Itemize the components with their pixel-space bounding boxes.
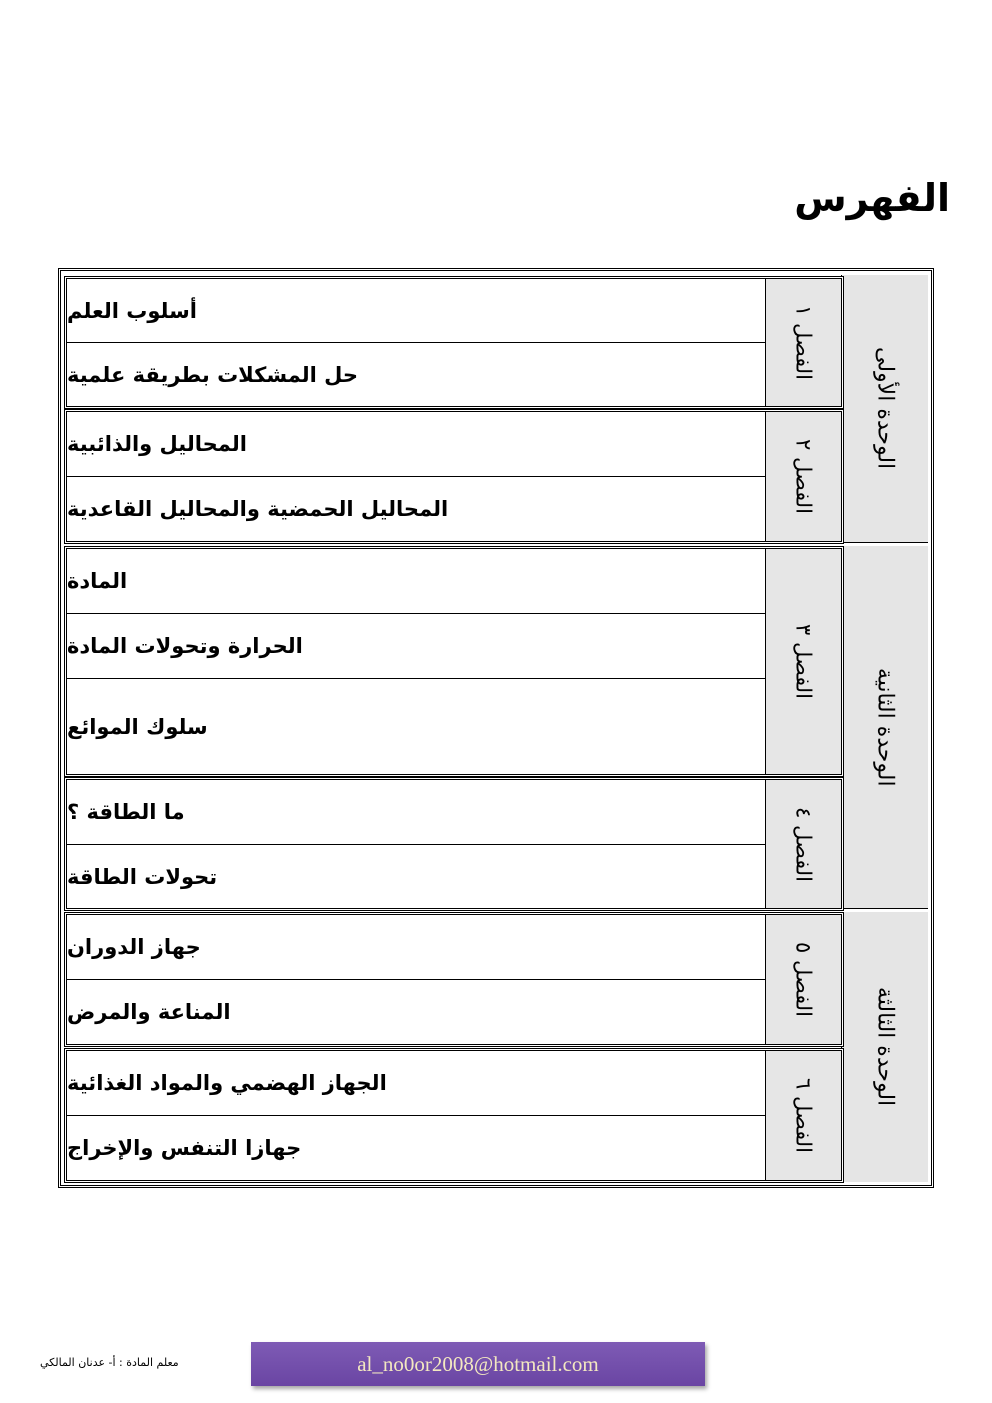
table-of-contents	[58, 268, 934, 1188]
lesson-row: المحاليل الحمضية والمحاليل القاعدية	[67, 497, 449, 521]
chapter-4	[64, 777, 844, 911]
chapter-6-label: الفصل ٦	[765, 1051, 841, 1180]
lesson-row: الجهاز الهضمي والمواد الغذائية	[67, 1051, 765, 1116]
chapter-6	[64, 1048, 844, 1183]
unit-2-label: الوحدة الثانية	[872, 667, 898, 787]
chapter-5-label: الفصل ٥	[765, 915, 841, 1044]
chapter-2-label: الفصل ٢	[765, 412, 841, 541]
lesson-row: أسلوب العلم	[67, 279, 765, 343]
lesson-row: جهاز الدوران	[67, 915, 765, 980]
lesson-row: المادة	[67, 549, 765, 614]
unit-3-label: الوحدة الثالثة	[872, 987, 898, 1107]
footer-email: al_no0or2008@hotmail.com	[251, 1342, 705, 1386]
chapter-1-label: الفصل ١	[765, 279, 841, 406]
chapter-1	[64, 276, 844, 409]
lesson-row: ما الطاقة ؟	[67, 780, 765, 845]
unit-1-label: الوحدة الأولى	[872, 347, 898, 470]
unit-2	[841, 546, 928, 909]
lesson-row: المناعة والمرض	[67, 1000, 231, 1024]
lesson-row: تحولات الطاقة	[67, 864, 218, 889]
footer-author: معلم المادة : أ- عدنان المالكي	[40, 1356, 179, 1369]
lesson-row: جهازا التنفس والإخراج	[67, 1136, 302, 1160]
chapter-5	[64, 912, 844, 1047]
unit-1	[841, 275, 928, 543]
lesson-row: المحاليل والذائبية	[67, 412, 765, 477]
chapter-2	[64, 409, 844, 544]
chapter-4-label: الفصل ٤	[765, 780, 841, 908]
lesson-row: الحرارة وتحولات المادة	[67, 614, 765, 679]
unit-3	[841, 912, 928, 1182]
page-title: الفهرس	[794, 176, 950, 220]
chapter-3	[64, 546, 844, 777]
lesson-row: حل المشكلات بطريقة علمية	[67, 362, 359, 387]
chapter-3-label: الفصل ٣	[765, 549, 841, 774]
lesson-row: سلوك الموائع	[67, 714, 208, 739]
